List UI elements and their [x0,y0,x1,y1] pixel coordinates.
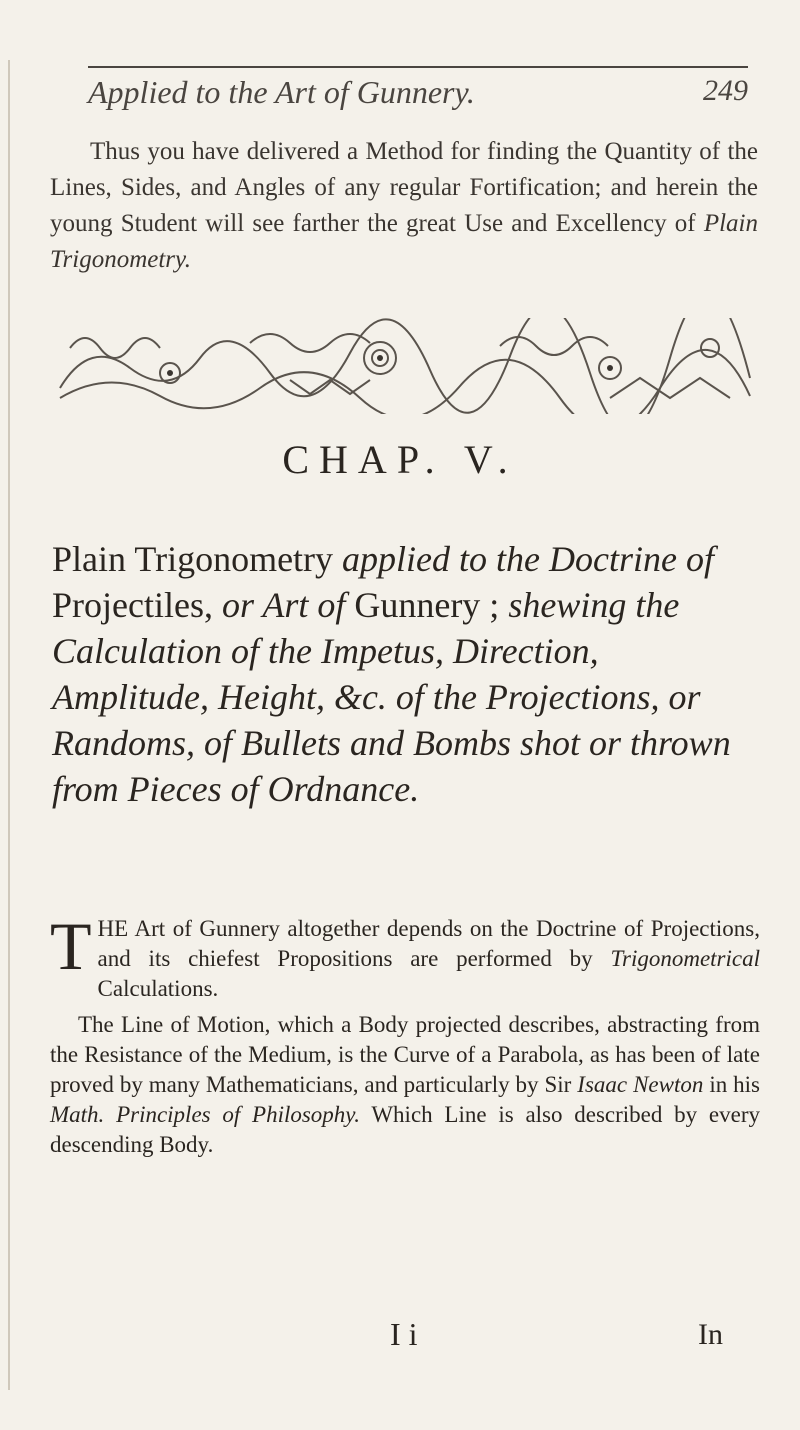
page-number: 249 [703,74,748,107]
page-header [88,66,748,124]
p1-italic: Trigonometrical [610,946,760,971]
intro-text: Thus you have delivered a Method for finding the Quantity of the Lines, Sides, and Angles of any regular Fortification; and herein the young Student will see farther the great Use and Excellency of [50,138,758,237]
decorative-ornament-band [50,318,758,414]
p1-text-a: HE Art of Gunnery altogether depends on the Doctrine of Projections, and its chiefest Propositions are performed by [97,916,760,971]
title-part-5: Gunnery ; [354,585,509,625]
title-part-2: applied to the Doctrine of [342,539,714,579]
p1-text-b: Calculations. [97,976,219,1001]
catchword: In [698,1318,723,1351]
p2-text-a: The Line of Motion, which a Body projected describes, abstracting from the Resistance of the Medium, is the Curve of a Parabola, as has been of late proved by many Mathematicians, and particularly by Sir [50,1012,760,1097]
intro-paragraph [50,134,758,278]
chapter-title [52,536,762,812]
page-edge-shadow [8,60,10,1390]
drop-cap: T [50,908,92,984]
p2-text-b: in his [703,1072,760,1097]
signature-mark: I i [390,1316,418,1352]
p2-name: Isaac Newton [577,1072,704,1097]
title-part-6: shewing the Calculation of the Impetus, Direction, Amplitude, Height, &c. of the Projections, or Randoms, of Bullets and Bombs shot or thrown from Pieces of Ordnance. [52,585,731,809]
intro-italic: Plain Trigonometry. [50,210,758,273]
p2-text-c: Which Line is also described by every descending Body. [50,1102,760,1157]
running-head: Applied to the Art of Gunnery. [88,74,475,110]
body-text [50,908,760,1166]
title-part-1: Plain Trigonometry [52,539,343,579]
paragraph-2 [50,1010,760,1160]
chapter-heading: CHAP. V. [282,437,518,482]
title-part-3: Projectiles, [52,585,222,625]
paragraph-1 [50,908,760,1004]
title-part-4: or Art of [221,585,355,625]
p2-work: Math. Principles of Philosophy. [50,1102,360,1127]
